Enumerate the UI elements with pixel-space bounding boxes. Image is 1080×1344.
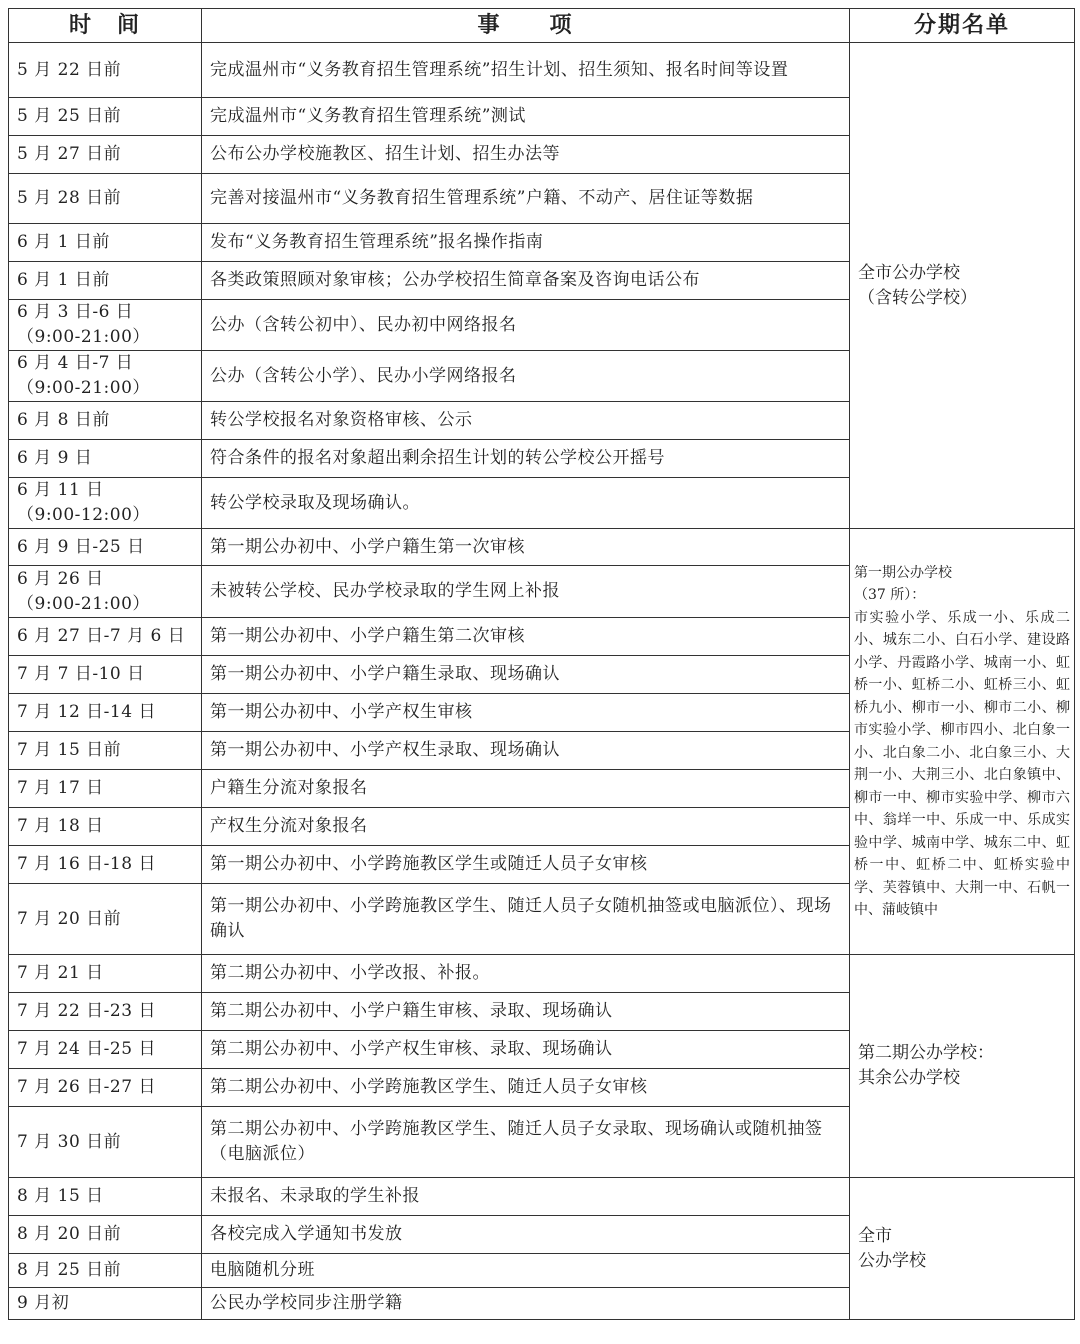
header-time: 时 间 — [9, 9, 202, 43]
row-item: 第二期公办初中、小学产权生审核、录取、现场确认 — [202, 1031, 850, 1069]
row-item: 符合条件的报名对象超出剩余招生计划的转公学校公开摇号 — [202, 440, 850, 478]
row-item: 第一期公办初中、小学户籍生第二次审核 — [202, 618, 850, 656]
row-time — [9, 1031, 202, 1069]
row-item: 第二期公办初中、小学跨施教区学生、随迁人员子女录取、现场确认或随机抽签（电脑派位） — [202, 1107, 850, 1178]
row-item: 电脑随机分班 — [202, 1254, 850, 1288]
row-item: 第一期公办初中、小学户籍生第一次审核 — [202, 529, 850, 566]
row-item: 未报名、未录取的学生补报 — [202, 1178, 850, 1216]
row-time — [9, 529, 202, 566]
time-line: 6 月 27 日-7 月 6 日 — [17, 626, 186, 646]
time-line: 6 月 1 日前 — [17, 270, 110, 290]
row-time — [9, 402, 202, 440]
time-line: 7 月 15 日前 — [17, 740, 122, 760]
row-time — [9, 884, 202, 955]
row-time — [9, 846, 202, 884]
time-line: 6 月 11 日 — [17, 480, 104, 500]
row-item: 第一期公办初中、小学产权生录取、现场确认 — [202, 732, 850, 770]
row-time — [9, 300, 202, 351]
table-row — [9, 43, 1075, 98]
time-line: 6 月 9 日 — [17, 448, 93, 468]
time-line: （9:00-21:00） — [17, 593, 150, 614]
phase-group-cell — [850, 529, 1075, 955]
time-line: 7 月 12 日-14 日 — [17, 702, 156, 722]
time-line: 7 月 18 日 — [17, 816, 104, 836]
table-row — [9, 955, 1075, 993]
group-label: 全市公办学校 — [858, 262, 960, 283]
row-item: 户籍生分流对象报名 — [202, 770, 850, 808]
row-time — [9, 43, 202, 98]
row-item: 未被转公学校、民办学校录取的学生网上补报 — [202, 566, 850, 618]
row-item: 第二期公办初中、小学户籍生审核、录取、现场确认 — [202, 993, 850, 1031]
row-time — [9, 1107, 202, 1178]
time-line: 5 月 28 日前 — [17, 188, 122, 208]
row-time — [9, 136, 202, 174]
time-line: 6 月 3 日-6 日 — [17, 302, 134, 322]
row-time — [9, 98, 202, 136]
group-label: 第二期公办学校： — [858, 1043, 994, 1063]
row-item: 第一期公办初中、小学跨施教区学生或随迁人员子女审核 — [202, 846, 850, 884]
row-item: 各类政策照顾对象审核；公办学校招生简章备案及咨询电话公布 — [202, 262, 850, 300]
row-item: 第一期公办初中、小学跨施教区学生、随迁人员子女随机抽签或电脑派位）、现场确认 — [202, 884, 850, 955]
group-label: 公办学校 — [858, 1250, 926, 1271]
table-row — [9, 529, 1075, 566]
row-time — [9, 478, 202, 529]
table-header-row — [9, 9, 1075, 43]
group-label: 其余公办学校 — [858, 1068, 960, 1088]
row-time — [9, 770, 202, 808]
time-line: 6 月 4 日-7 日 — [17, 353, 134, 373]
time-line: 7 月 22 日-23 日 — [17, 1001, 156, 1021]
time-line: 6 月 1 日前 — [17, 232, 110, 252]
row-item: 第一期公办初中、小学产权生审核 — [202, 694, 850, 732]
row-time — [9, 174, 202, 224]
time-line: 7 月 7 日-10 日 — [17, 664, 145, 684]
school-list: 市实验小学、乐成一小、乐成二小、城东二小、白石小学、建设路小学、丹霞路小学、城南一小、虹桥一小、虹桥二小、虹桥三小、虹桥九小、柳市一小、柳市二小、柳市实验小学、柳市四小、北白象一小、北白象二小、北白象三小、大荆一小、大荆三小、北白象镇中、柳市一中、柳市实验中学、柳市六中、翁垟一中、乐成一中、乐成实验中学、城南中学、城东二中、虹桥一中、虹桥二中、虹桥实验中学、芙蓉镇中、大荆一中、石帆一中、蒲岐镇中 — [854, 609, 1070, 918]
row-item: 转公学校报名对象资格审核、公示 — [202, 402, 850, 440]
row-time — [9, 566, 202, 618]
time-line: 9 月初 — [17, 1293, 70, 1313]
time-line: 7 月 17 日 — [17, 778, 104, 798]
row-item: 完成温州市“义务教育招生管理系统”招生计划、招生须知、报名时间等设置 — [202, 43, 850, 98]
row-time — [9, 656, 202, 694]
time-line: 7 月 21 日 — [17, 963, 104, 983]
table-row — [9, 1178, 1075, 1216]
row-time — [9, 1254, 202, 1288]
row-time — [9, 618, 202, 656]
row-item: 公办（含转公初中）、民办初中网络报名 — [202, 300, 850, 351]
row-item: 公民办学校同步注册学籍 — [202, 1288, 850, 1320]
row-time — [9, 732, 202, 770]
time-line: 7 月 24 日-25 日 — [17, 1039, 156, 1059]
row-time — [9, 694, 202, 732]
time-line: 5 月 27 日前 — [17, 144, 122, 164]
group-label: （37 所）： — [854, 587, 926, 603]
time-line: 7 月 30 日前 — [17, 1131, 122, 1152]
header-item: 事 项 — [202, 9, 850, 43]
time-line: 7 月 16 日-18 日 — [17, 854, 156, 874]
row-time — [9, 351, 202, 402]
row-item: 完善对接温州市“义务教育招生管理系统”户籍、不动产、居住证等数据 — [202, 174, 850, 224]
row-time — [9, 1216, 202, 1254]
row-time — [9, 262, 202, 300]
time-line: 8 月 25 日前 — [17, 1260, 122, 1280]
time-line: 8 月 15 日 — [17, 1186, 104, 1206]
phase-group-cell — [850, 43, 1075, 529]
phase-group-cell — [850, 955, 1075, 1178]
row-time — [9, 1069, 202, 1107]
time-line: 5 月 25 日前 — [17, 106, 122, 126]
row-item: 发布“义务教育招生管理系统”报名操作指南 — [202, 224, 850, 262]
group-label: 全市 — [858, 1225, 892, 1246]
group-label: （含转公学校） — [858, 287, 977, 308]
header-group: 分期名单 — [850, 9, 1075, 43]
time-line: 6 月 26 日 — [17, 568, 104, 589]
row-time — [9, 224, 202, 262]
row-item: 各校完成入学通知书发放 — [202, 1216, 850, 1254]
row-item: 公办（含转公小学）、民办小学网络报名 — [202, 351, 850, 402]
row-item: 第二期公办初中、小学改报、补报。 — [202, 955, 850, 993]
row-time — [9, 440, 202, 478]
time-line: 8 月 20 日前 — [17, 1224, 122, 1244]
time-line: 5 月 22 日前 — [17, 59, 122, 80]
row-time — [9, 808, 202, 846]
row-time — [9, 993, 202, 1031]
row-time — [9, 1178, 202, 1216]
time-line: （9:00-21:00） — [17, 378, 150, 398]
enrollment-schedule-table — [8, 8, 1075, 1320]
time-line: 6 月 8 日前 — [17, 410, 110, 430]
row-item: 第一期公办初中、小学户籍生录取、现场确认 — [202, 656, 850, 694]
time-line: 7 月 26 日-27 日 — [17, 1077, 156, 1097]
row-item: 转公学校录取及现场确认。 — [202, 478, 850, 529]
time-line: （9:00-21:00） — [17, 327, 150, 347]
time-line: 6 月 9 日-25 日 — [17, 536, 145, 557]
row-item: 公布公办学校施教区、招生计划、招生办法等 — [202, 136, 850, 174]
group-label: 第一期公办学校 — [854, 564, 952, 581]
row-item: 第二期公办初中、小学跨施教区学生、随迁人员子女审核 — [202, 1069, 850, 1107]
time-line: （9:00-12:00） — [17, 505, 150, 525]
phase-group-cell — [850, 1178, 1075, 1320]
row-item: 完成温州市“义务教育招生管理系统”测试 — [202, 98, 850, 136]
row-item: 产权生分流对象报名 — [202, 808, 850, 846]
time-line: 7 月 20 日前 — [17, 908, 122, 929]
table-body — [9, 43, 1075, 1320]
row-time — [9, 1288, 202, 1320]
row-time — [9, 955, 202, 993]
